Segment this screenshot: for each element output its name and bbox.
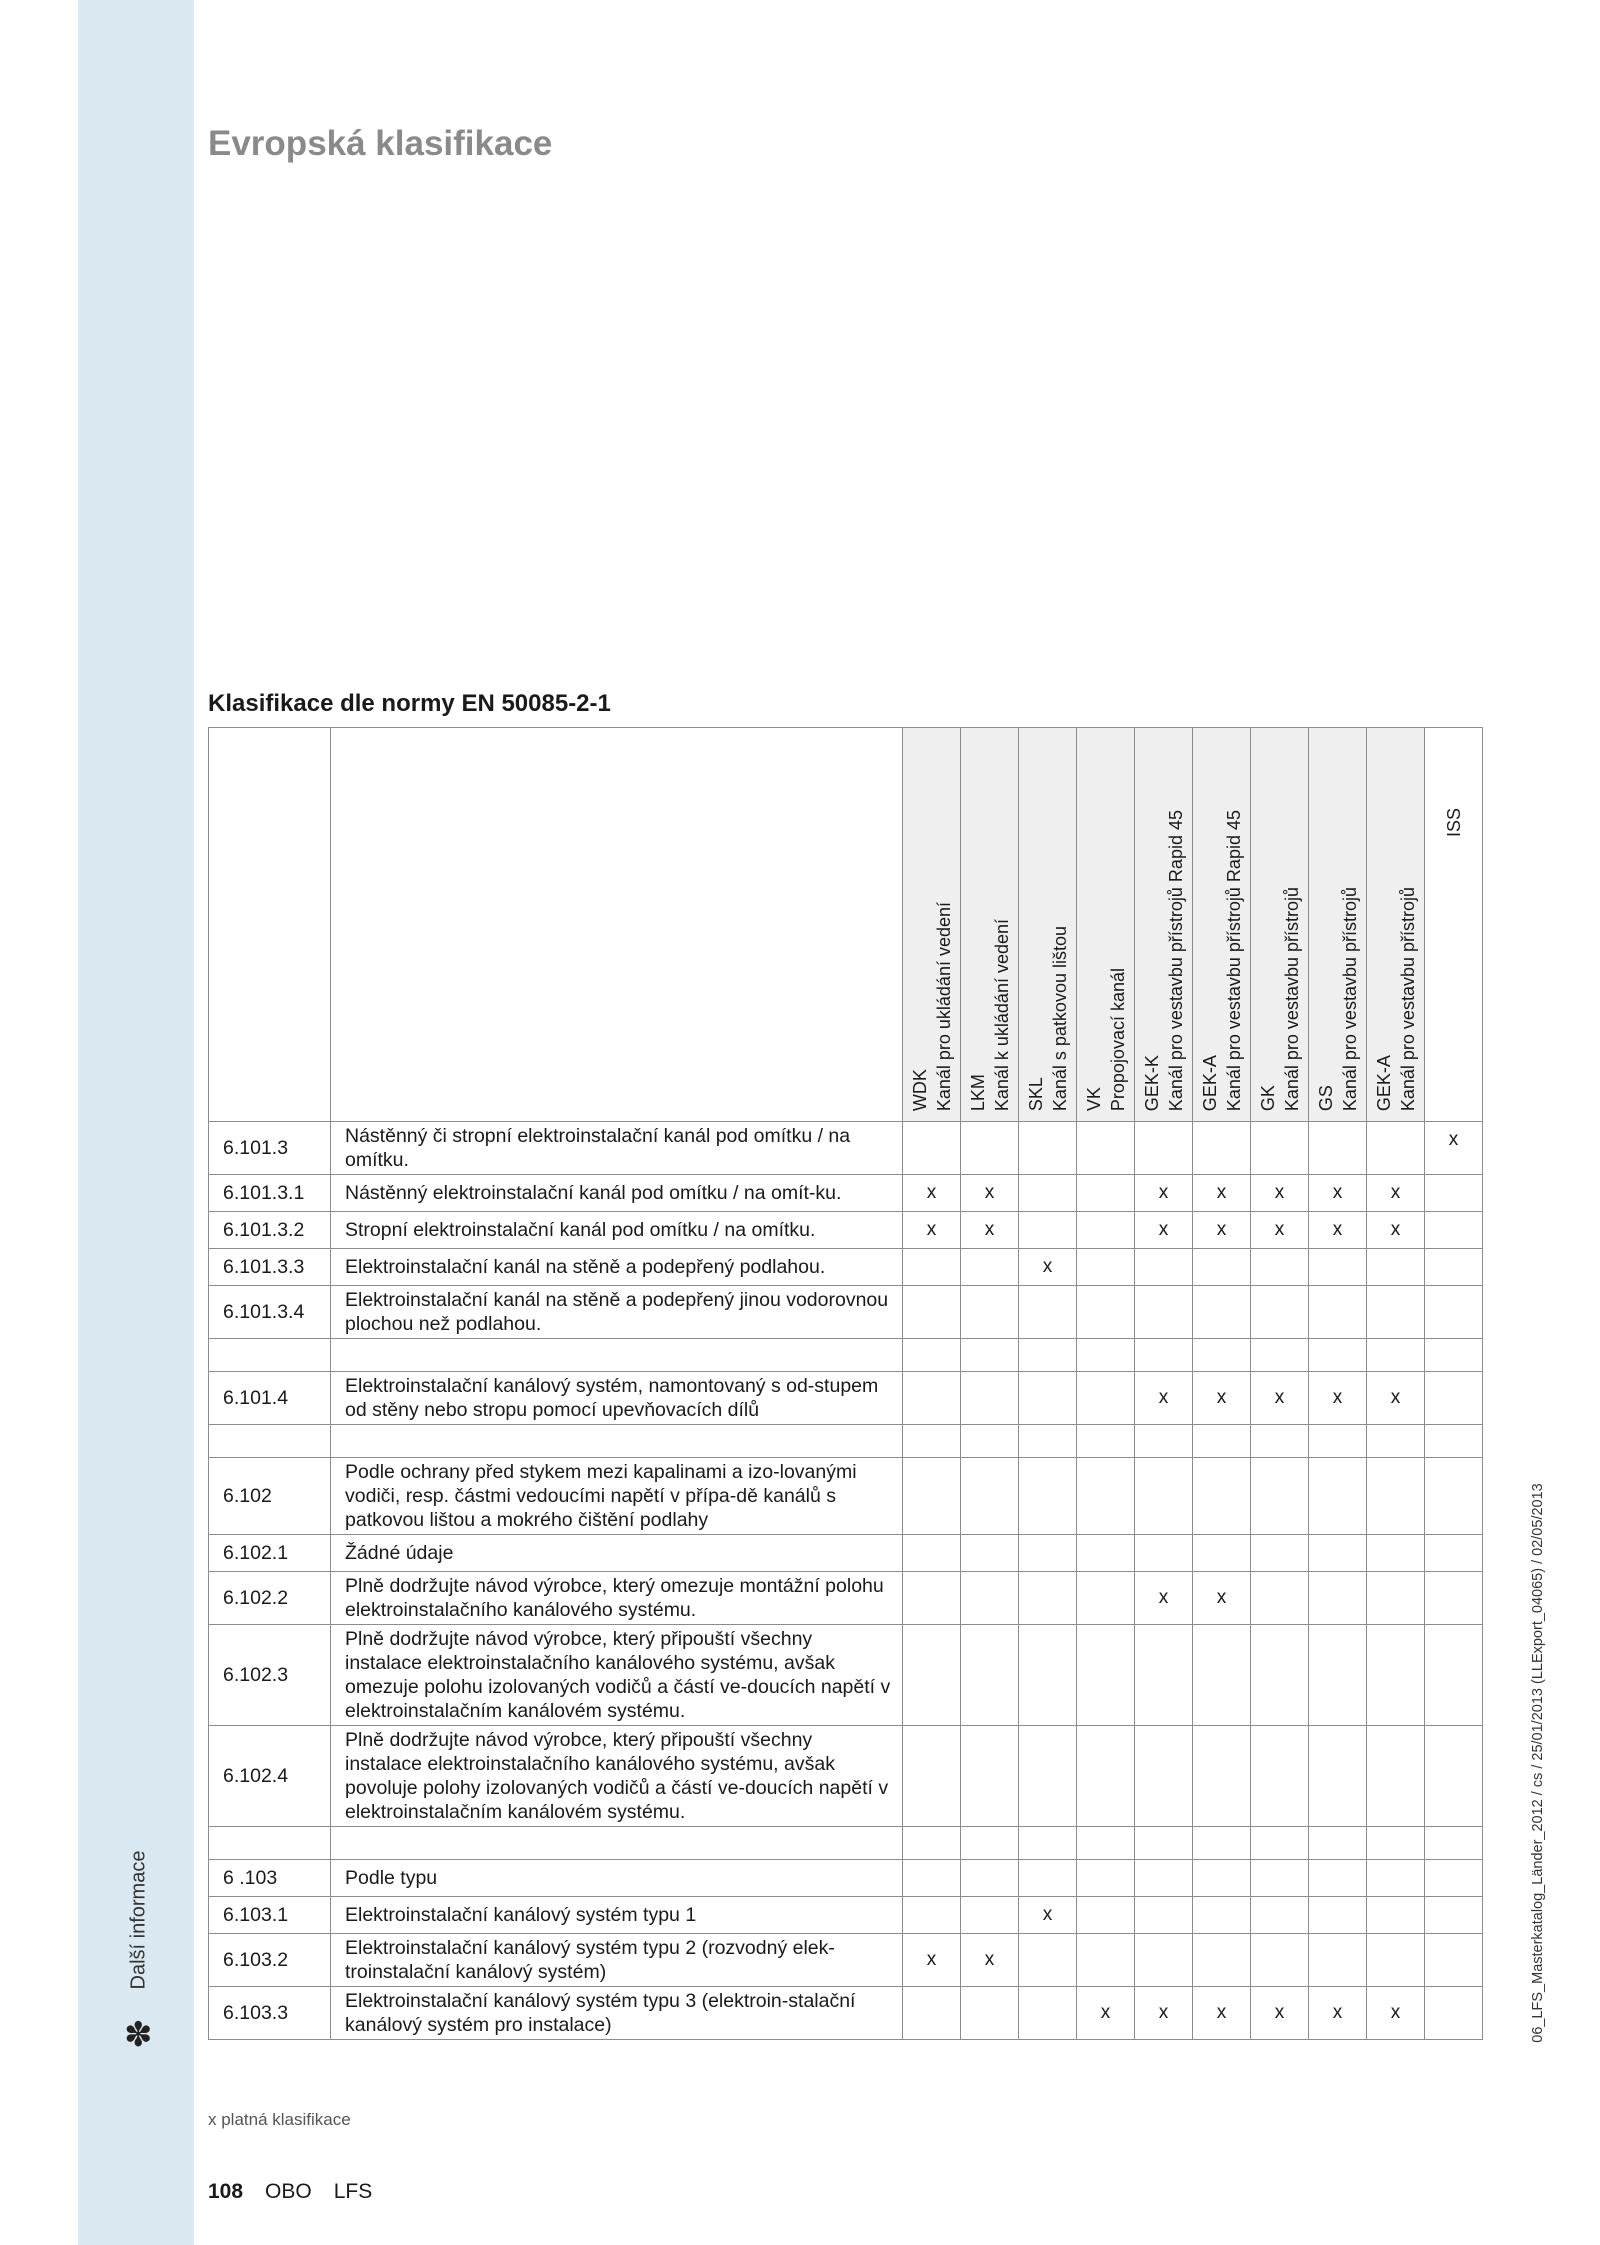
classification-mark [1135,1286,1193,1339]
classification-mark [1367,1625,1425,1726]
brand-name: OBO [265,2180,312,2203]
column-name: Kanál s patkovou lištou [1049,925,1070,1111]
column-header-label [1024,926,1072,1111]
empty-cell [1019,1425,1077,1458]
empty-cell [1309,1827,1367,1860]
classification-mark: x [1077,1987,1135,2040]
classification-mark: x [1193,1987,1251,2040]
classification-mark [1077,1249,1135,1286]
print-metadata: 06_LFS_Masterkatalog_Länder_2012 / cs / 25/01/2013 (LLExport_04065) / 02/05/2013 [1530,1483,1546,2043]
classification-mark [1193,1625,1251,1726]
classification-mark [1193,1897,1251,1934]
empty-cell [1135,1827,1193,1860]
empty-cell [1019,1339,1077,1372]
empty-cell [903,1339,961,1372]
classification-mark [1309,1934,1367,1987]
classification-mark [1077,1934,1135,1987]
classification-mark: x [903,1175,961,1212]
column-code: GEK-A [1373,1054,1394,1111]
classification-mark: x [1309,1175,1367,1212]
empty-cell [1077,1425,1135,1458]
classification-mark [1077,1572,1135,1625]
classification-mark [961,1860,1019,1897]
classification-mark [1309,1249,1367,1286]
classification-mark: x [1309,1372,1367,1425]
classification-mark [1425,1212,1483,1249]
classification-mark [903,1249,961,1286]
header-code-cell [209,728,331,1122]
classification-mark [903,1122,961,1175]
clause-code: 6.101.3.1 [209,1175,331,1212]
empty-cell [1251,1425,1309,1458]
header-description-cell [331,728,903,1122]
column-header-label [966,919,1014,1111]
column-name: Kanál pro vestavbu přístrojů [1339,886,1360,1111]
classification-mark [903,1860,961,1897]
footnote: x platná klasifikace [208,2110,351,2129]
column-code: WDK [909,1069,930,1111]
classification-mark [1309,1897,1367,1934]
classification-mark: x [1135,1212,1193,1249]
column-code: SKL [1025,1076,1046,1111]
table-row [209,1249,1483,1286]
classification-mark [1193,1934,1251,1987]
classification-mark [1425,1286,1483,1339]
classification-mark [903,1897,961,1934]
classification-mark [1425,1934,1483,1987]
clause-description: Elektroinstalační kanál na stěně a podepřený podlahou. [331,1249,903,1286]
classification-mark [1019,1934,1077,1987]
classification-mark [1425,1625,1483,1726]
classification-mark [903,1458,961,1535]
clause-description: Elektroinstalační kanálový systém, namontovaný s od-stupem od stěny nebo stropu pomocí upevňovacích dílů [331,1372,903,1425]
classification-mark: x [903,1212,961,1249]
classification-mark [1135,1860,1193,1897]
table-row [209,1286,1483,1339]
classification-mark [1425,1175,1483,1212]
classification-mark [1425,1372,1483,1425]
clause-description: Nástěnný elektroinstalační kanál pod omítku / na omít-ku. [331,1175,903,1212]
spacer-row [209,1425,1483,1458]
column-name: Kanál pro vestavbu přístrojů [1397,886,1418,1111]
empty-cell [1251,1827,1309,1860]
classification-mark [1193,1122,1251,1175]
classification-mark [961,1458,1019,1535]
sidebar-section-label: Další informace [127,1850,150,1990]
classification-mark [903,1535,961,1572]
classification-mark [961,1987,1019,2040]
empty-cell [331,1827,903,1860]
clause-description: Žádné údaje [331,1535,903,1572]
empty-cell [1193,1425,1251,1458]
classification-mark [1077,1860,1135,1897]
classification-mark [1077,1212,1135,1249]
classification-mark [1077,1372,1135,1425]
classification-mark: x [1309,1987,1367,2040]
classification-mark [1251,1122,1309,1175]
table-row [209,1535,1483,1572]
classification-mark [1251,1572,1309,1625]
classification-mark [1425,1458,1483,1535]
column-header-label [1442,808,1466,837]
classification-mark [1425,1726,1483,1827]
table-row [209,1987,1483,2040]
classification-mark [1135,1535,1193,1572]
empty-cell [961,1425,1019,1458]
column-code: ISS [1443,808,1464,838]
classification-mark [961,1535,1019,1572]
empty-cell [1425,1339,1483,1372]
table-row [209,1175,1483,1212]
table-row [209,1726,1483,1827]
table-row [209,1122,1483,1175]
classification-mark: x [903,1934,961,1987]
column-header-label [1140,810,1188,1111]
classification-mark [961,1372,1019,1425]
column-header-gek-a [1193,728,1251,1122]
classification-table [208,727,1483,2040]
classification-mark [1077,1458,1135,1535]
classification-mark [961,1625,1019,1726]
column-code: GEK-A [1199,1054,1220,1111]
classification-mark [1019,1572,1077,1625]
empty-cell [1077,1339,1135,1372]
classification-mark [1135,1625,1193,1726]
classification-mark [1367,1572,1425,1625]
clause-code: 6.103.1 [209,1897,331,1934]
classification-mark: x [1193,1212,1251,1249]
clause-description: Elektroinstalační kanálový systém typu 1 [331,1897,903,1934]
empty-cell [961,1827,1019,1860]
classification-mark [1251,1625,1309,1726]
classification-mark: x [961,1212,1019,1249]
classification-mark: x [1309,1212,1367,1249]
column-name: Kanál k ukládání vedení [991,918,1012,1111]
page-number: 108 [208,2180,244,2203]
clause-code: 6.101.4 [209,1372,331,1425]
page-footer [208,2180,372,2204]
classification-mark [1425,1897,1483,1934]
classification-mark [1135,1897,1193,1934]
classification-mark [1193,1249,1251,1286]
empty-cell [209,1339,331,1372]
table-row [209,1458,1483,1535]
column-header-label [1082,968,1130,1111]
column-name: Kanál pro ukládání vedení [933,901,954,1111]
classification-mark [1367,1535,1425,1572]
clause-code: 6.101.3.4 [209,1286,331,1339]
classification-mark [961,1726,1019,1827]
classification-mark [1367,1286,1425,1339]
page-title: Evropská klasifikace [208,124,553,163]
classification-mark [1425,1572,1483,1625]
column-header-label [1256,887,1304,1111]
classification-mark [1019,1625,1077,1726]
column-header-label [1198,810,1246,1111]
classification-mark [1135,1934,1193,1987]
clause-description: Podle typu [331,1860,903,1897]
classification-mark [1135,1249,1193,1286]
empty-cell [1425,1827,1483,1860]
classification-mark [1367,1249,1425,1286]
column-name: Propojovací kanál [1107,967,1128,1111]
classification-mark [903,1625,961,1726]
clause-code: 6.102.3 [209,1625,331,1726]
classification-mark: x [1367,1175,1425,1212]
table-row [209,1625,1483,1726]
classification-mark [1367,1860,1425,1897]
classification-mark [1309,1535,1367,1572]
classification-mark [1367,1726,1425,1827]
empty-cell [1135,1425,1193,1458]
classification-mark: x [1251,1175,1309,1212]
clause-code: 6.101.3.3 [209,1249,331,1286]
column-header-gk [1251,728,1309,1122]
gear-icon: ✽ [124,2016,153,2054]
classification-mark [1019,1372,1077,1425]
clause-description: Elektroinstalační kanálový systém typu 2 (rozvodný elek-troinstalační kanálový systém) [331,1934,903,1987]
classification-mark [1251,1726,1309,1827]
classification-mark [1367,1934,1425,1987]
column-name: Kanál pro vestavbu přístrojů Rapid 45 [1223,809,1244,1111]
classification-mark [1019,1122,1077,1175]
table-row [209,1572,1483,1625]
classification-mark [1193,1860,1251,1897]
empty-cell [1193,1827,1251,1860]
table-row [209,1897,1483,1934]
classification-mark [1309,1860,1367,1897]
classification-mark [1019,1535,1077,1572]
spacer-row [209,1827,1483,1860]
classification-mark: x [1425,1122,1483,1175]
column-header-vk [1077,728,1135,1122]
clause-code: 6.101.3.2 [209,1212,331,1249]
classification-mark [1077,1286,1135,1339]
classification-mark [1019,1860,1077,1897]
classification-mark [1425,1535,1483,1572]
empty-cell [1367,1339,1425,1372]
classification-mark: x [961,1934,1019,1987]
table-title: Klasifikace dle normy EN 50085-2-1 [208,690,611,717]
spacer-row [209,1339,1483,1372]
column-code: GK [1257,1084,1278,1111]
classification-mark [1251,1286,1309,1339]
column-name: Kanál pro vestavbu přístrojů [1281,886,1302,1111]
classification-mark [1425,1249,1483,1286]
classification-mark [1019,1212,1077,1249]
clause-code: 6.103.2 [209,1934,331,1987]
empty-cell [1367,1827,1425,1860]
empty-cell [903,1827,961,1860]
classification-mark [903,1372,961,1425]
classification-mark: x [1193,1372,1251,1425]
classification-mark: x [1367,1212,1425,1249]
classification-mark: x [1193,1175,1251,1212]
clause-code: 6 .103 [209,1860,331,1897]
classification-mark [1251,1458,1309,1535]
classification-mark [1077,1175,1135,1212]
classification-mark: x [1367,1372,1425,1425]
empty-cell [209,1425,331,1458]
classification-mark [1193,1535,1251,1572]
table-row [209,1860,1483,1897]
column-name: Kanál pro vestavbu přístrojů Rapid 45 [1165,809,1186,1111]
classification-mark [1251,1535,1309,1572]
classification-mark: x [1135,1175,1193,1212]
column-header-label [1372,887,1420,1111]
column-header-label [1314,887,1362,1111]
classification-mark [1367,1122,1425,1175]
column-code: VK [1083,1086,1104,1111]
empty-cell [1193,1339,1251,1372]
classification-mark [1077,1625,1135,1726]
column-code: GS [1315,1084,1336,1111]
clause-description: Podle ochrany před stykem mezi kapalinami a izo-lovanými vodiči, resp. částmi vedoucími napětí v přípa-dě kanálů s patkovou lištou a mokrého čištění podlahy [331,1458,903,1535]
classification-mark: x [1135,1572,1193,1625]
column-header-label [908,902,956,1111]
clause-code: 6.102.2 [209,1572,331,1625]
classification-mark [1019,1987,1077,2040]
classification-mark [1193,1726,1251,1827]
classification-mark [1367,1458,1425,1535]
empty-cell [961,1339,1019,1372]
classification-mark [1309,1625,1367,1726]
column-header-iss [1425,728,1483,1122]
empty-cell [1135,1339,1193,1372]
empty-cell [1251,1339,1309,1372]
empty-cell [209,1827,331,1860]
empty-cell [1367,1425,1425,1458]
empty-cell [1077,1827,1135,1860]
classification-mark [1251,1897,1309,1934]
empty-cell [1019,1827,1077,1860]
clause-description: Elektroinstalační kanálový systém typu 3 (elektroin-stalační kanálový systém pro instalace) [331,1987,903,2040]
classification-mark: x [1251,1987,1309,2040]
column-code: GEK-K [1141,1054,1162,1111]
table-row [209,1212,1483,1249]
table-header-row [209,728,1483,1122]
classification-mark [1309,1122,1367,1175]
classification-mark [1309,1458,1367,1535]
classification-mark [961,1897,1019,1934]
column-header-gek-k [1135,728,1193,1122]
empty-cell [1309,1339,1367,1372]
clause-code: 6.102 [209,1458,331,1535]
empty-cell [331,1339,903,1372]
table-row [209,1934,1483,1987]
classification-mark [1251,1249,1309,1286]
clause-description: Stropní elektroinstalační kanál pod omítku / na omítku. [331,1212,903,1249]
classification-mark [1193,1458,1251,1535]
empty-cell [903,1425,961,1458]
classification-mark: x [1019,1897,1077,1934]
classification-mark [1425,1987,1483,2040]
classification-mark [1251,1860,1309,1897]
classification-mark [1077,1122,1135,1175]
column-header-gek-a [1367,728,1425,1122]
classification-mark [1309,1726,1367,1827]
clause-code: 6.101.3 [209,1122,331,1175]
classification-mark [961,1572,1019,1625]
classification-mark [1077,1897,1135,1934]
classification-mark [1135,1122,1193,1175]
classification-mark [1019,1175,1077,1212]
classification-mark [1135,1458,1193,1535]
column-header-wdk [903,728,961,1122]
classification-mark [903,1572,961,1625]
classification-mark [1077,1726,1135,1827]
classification-mark [1309,1572,1367,1625]
classification-mark [961,1122,1019,1175]
classification-mark [1077,1535,1135,1572]
classification-mark [1019,1726,1077,1827]
classification-mark: x [1193,1572,1251,1625]
clause-description: Nástěnný či stropní elektroinstalační kanál pod omítku / na omítku. [331,1122,903,1175]
empty-cell [1309,1425,1367,1458]
clause-description: Elektroinstalační kanál na stěně a podepřený jinou vodorovnou plochou než podlahou. [331,1286,903,1339]
clause-description: Plně dodržujte návod výrobce, který omezuje montážní polohu elektroinstalačního kanálového systému. [331,1572,903,1625]
column-header-lkm [961,728,1019,1122]
clause-code: 6.102.4 [209,1726,331,1827]
clause-code: 6.103.3 [209,1987,331,2040]
column-code: LKM [967,1073,988,1111]
classification-mark [1019,1458,1077,1535]
classification-mark: x [1367,1987,1425,2040]
classification-mark [1251,1934,1309,1987]
column-header-gs [1309,728,1367,1122]
clause-code: 6.102.1 [209,1535,331,1572]
catalog-name: LFS [333,2180,373,2203]
table-row [209,1372,1483,1425]
classification-mark: x [961,1175,1019,1212]
classification-mark: x [1135,1987,1193,2040]
classification-mark [1425,1860,1483,1897]
classification-mark: x [1251,1212,1309,1249]
empty-cell [1425,1425,1483,1458]
empty-cell [331,1425,903,1458]
classification-mark: x [1019,1249,1077,1286]
classification-mark: x [1251,1372,1309,1425]
clause-description: Plně dodržujte návod výrobce, který připouští všechny instalace elektroinstalačního kanálového systému, avšak povoluje polohy izolovaných vodičů a částí ve-doucích napětí v elektroinstalačním kanálovém systému. [331,1726,903,1827]
classification-mark [961,1286,1019,1339]
classification-mark [1309,1286,1367,1339]
classification-mark [1367,1897,1425,1934]
clause-description: Plně dodržujte návod výrobce, který připouští všechny instalace elektroinstalačního kanálového systému, avšak omezuje polohu izolovaných vodičů a částí ve-doucích napětí v elektroinstalačním kanálovém systému. [331,1625,903,1726]
classification-mark: x [1135,1372,1193,1425]
classification-mark [903,1987,961,2040]
classification-mark [1135,1726,1193,1827]
classification-mark [1019,1286,1077,1339]
classification-mark [1193,1286,1251,1339]
classification-mark [903,1726,961,1827]
classification-mark [903,1286,961,1339]
column-header-skl [1019,728,1077,1122]
classification-mark [961,1249,1019,1286]
